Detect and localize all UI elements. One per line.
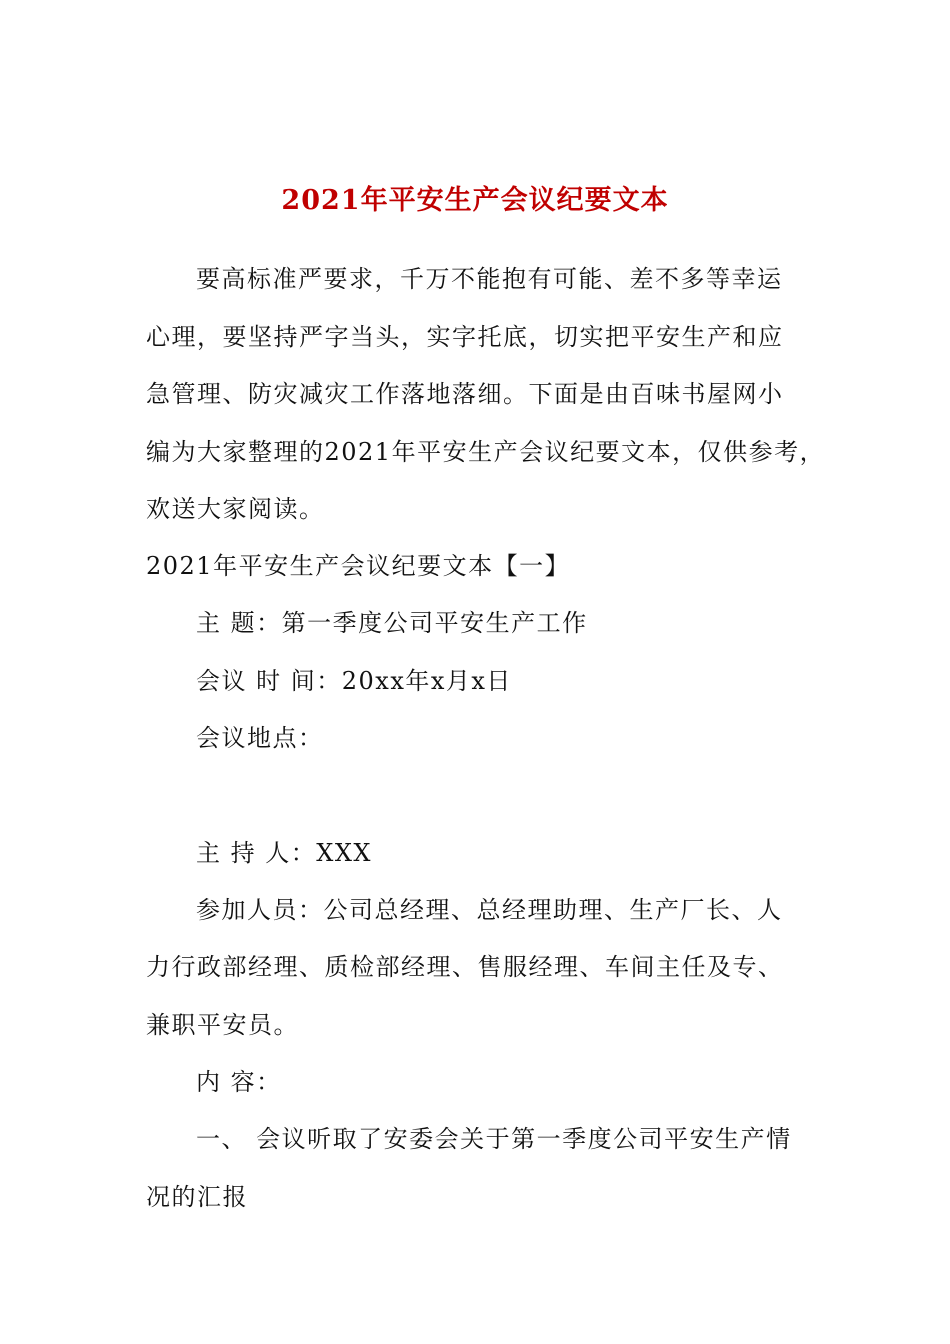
item-1-line-2: 况的汇报 [146, 1183, 248, 1211]
host-line: 主 持 人：XXX [196, 839, 373, 867]
attendees-line-2: 力行政部经理、质检部经理、售服经理、车间主任及专、 [146, 953, 784, 981]
section-heading: 2021年平安生产会议纪要文本【一】 [146, 552, 571, 580]
attendees-line-1: 参加人员：公司总经理、总经理助理、生产厂长、人 [196, 896, 783, 924]
intro-line-4: 编为大家整理的2021年平安生产会议纪要文本，仅供参考， [146, 438, 826, 466]
intro-line-3: 急管理、防灾减灾工作落地落细。下面是由百味书屋网小 [146, 380, 784, 408]
item-1-line-1: 一、 会议听取了安委会关于第一季度公司平安生产情 [196, 1125, 792, 1153]
meeting-place-line: 会议地点： [196, 724, 324, 752]
document-title: 2021年平安生产会议纪要文本 [281, 185, 669, 216]
content-label: 内 容： [196, 1068, 282, 1096]
meeting-time-line: 会议 时 间：20xx年x月x日 [196, 667, 512, 695]
intro-line-1: 要高标准严要求，千万不能抱有可能、差不多等幸运 [196, 265, 783, 293]
intro-line-5: 欢送大家阅读。 [146, 495, 325, 523]
attendees-line-3: 兼职平安员。 [146, 1011, 299, 1039]
intro-line-2: 心理，要坚持严字当头，实字托底，切实把平安生产和应 [146, 323, 784, 351]
topic-line: 主 题：第一季度公司平安生产工作 [196, 609, 588, 637]
